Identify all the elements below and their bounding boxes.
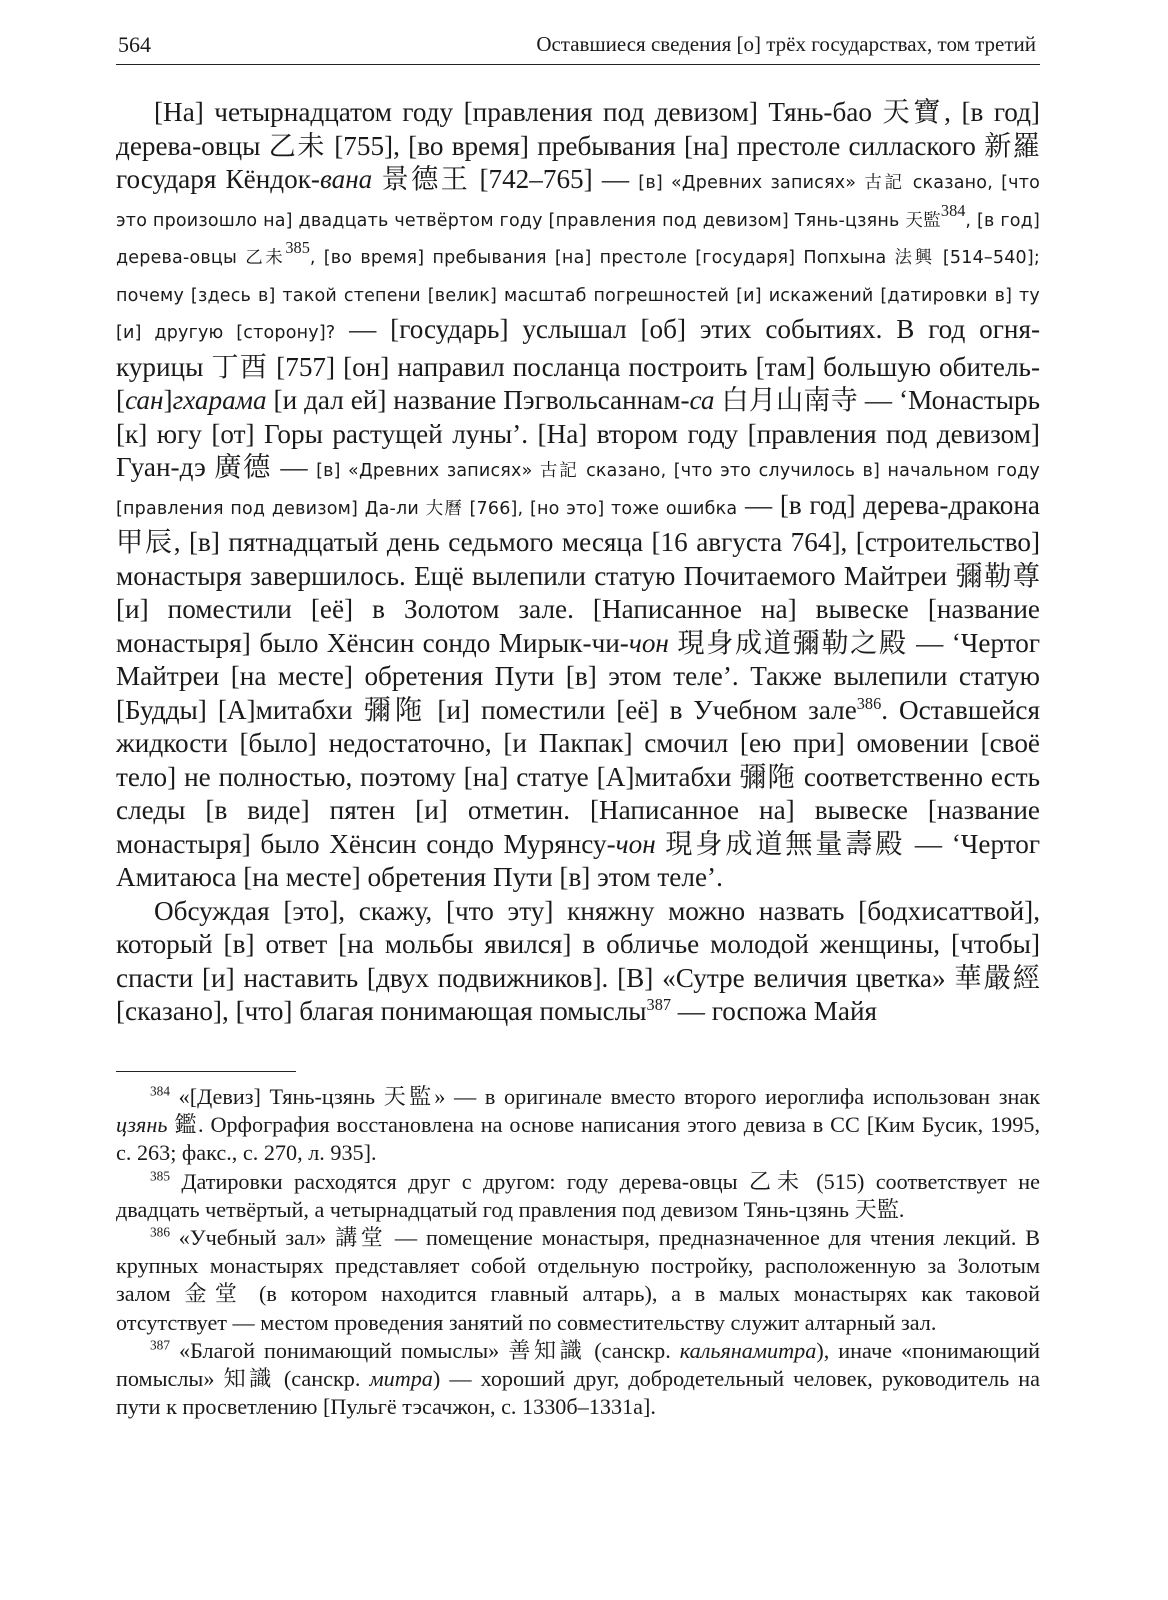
italic-term: гхарама — [172, 385, 267, 415]
text-span: 現身成道彌勒之殿 — ‘Чертог Майтреи [на месте] обретения Пути [в] этом теле’. Также вылепили статую [Будды] [А]митабхи 彌陁 [и] поместили [её] в Учебном зале — [116, 627, 1040, 725]
text-span: [На] четырнадцатом году [правления под девизом] Тянь-бао 天寶, [в год] дерева-овцы 乙未 [755], [во время] пребывания [на] престоле силлаского 新羅 государя Кёндок- — [116, 97, 1040, 194]
footnote-387 — [116, 1337, 1040, 1422]
footnote-number: 387 — [150, 1337, 170, 1353]
text-span: 白月山南寺 — ‘Монастырь [к] югу [от] Горы растущей луны’. [На] втором году [правления под девизом] Гуан-дэ 廣德 — — [116, 385, 1040, 482]
page-header — [116, 28, 1040, 65]
text-span: — госпожа Майя — [671, 996, 878, 1026]
text-span: [и дал ей] название Пэгвольсаннам- — [266, 385, 690, 415]
inline-note: [в] «Древних записях» 古記 сказано, [что это случилось в] начальном году [правления под девизом] Да-ли 大曆 [766], [но это] тоже ошибка — [116, 461, 1040, 519]
footnote-386 — [116, 1224, 1040, 1337]
footnote-number: 384 — [150, 1083, 170, 1099]
paragraph-1 — [116, 96, 1040, 895]
footnote-number: 386 — [150, 1224, 170, 1240]
italic-term: сан — [125, 385, 164, 415]
page-number: 564 — [118, 32, 151, 57]
italic-term: вана — [319, 164, 373, 194]
footnote-text: «Учебный зал» 講堂 — помещение монастыря, предназначенное для чтения лекций. В крупных монастырях представляет собой отдельную постройку, расположенную за Золотым залом 金堂 (в котором находится главный алтарь), а в малых монастырях как таковой отсутствует — местом проведения занятий по совместительству служит алтарный зал. — [116, 1225, 1040, 1335]
text-span: — [государь] услышал [об] этих событиях. В год огня-курицы 丁酉 [757] [он] направил посланца построить [там] большую обитель-[ — [116, 314, 1041, 415]
text-span: ] — [163, 385, 173, 415]
footnote-text: 鑑. Орфография восстановлена на основе написания этого девиза в СС [Ким Бусик, 1995, с. 263; факс., с. 270, л. 935]. — [116, 1112, 1040, 1166]
footnote-ref-385[interactable]: 385 — [285, 237, 310, 257]
inline-note: , [в год] дерева-овцы 乙未 — [116, 210, 1040, 268]
text-span: Обсуждая [это], скажу, [что эту] княжну можно назвать [бодхисаттвой], который [в] ответ [на мольбы явился] в обличье молодой женщины, [чтобы] спасти [и] наставить [двух подвижников]. [В] «Сутре величия цветка» 華嚴經 [сказано], [что] благая понимающая помыслы — [116, 895, 1040, 1026]
text-span: — [в год] дерева-дракона 甲辰, [в] пятнадцатый день седьмого месяца [16 августа 764], [строительство] монастыря завершилось. Ещё вылепили статую Почитаемого Майтреи 彌勒尊 [и] поместили [её] в Золотом зале. [Написанное на] вывеске [название монастыря] было Хёнсин сондо Мирык-чи- — [116, 489, 1040, 658]
footnote-ref-384[interactable]: 384 — [940, 200, 966, 220]
text-span: . Оставшейся жидкости [было] недостаточно, [и Пакпак] смочил [ею при] омовении [своё тело] не полностью, поэтому [на] статуе [А]митабхи 彌陁 соответственно есть следы [в виде] пятен [и] отметин. [Написанное на] вывеске [название монастыря] было Хёнсин сондо Мурянсу- — [116, 694, 1040, 859]
italic-term: са — [689, 385, 715, 415]
footnote-divider — [116, 1071, 296, 1072]
footnote-384 — [116, 1083, 1040, 1168]
footnote-385 — [116, 1168, 1040, 1224]
italic-term: митра — [369, 1366, 433, 1392]
footnote-text: «[Девиз] Тянь-цзянь 天監» — в оригинале вместо второго иероглифа использован знак — [169, 1084, 1040, 1109]
paragraph-2 — [116, 895, 1040, 1029]
text-span: 景德王 [742–765] — — [372, 164, 639, 194]
footnote-number: 385 — [150, 1168, 170, 1184]
italic-term: цзянь — [116, 1112, 168, 1138]
italic-term: чон — [615, 828, 656, 859]
footnote-text: Датировки расходятся друг с другом: году дерева-овцы 乙未 (515) соответствует не двадцать четвёртый, а четырнадцатый год правления под девизом Тянь-цзянь 天監. — [116, 1168, 1040, 1222]
italic-term: чон — [628, 627, 669, 658]
footnote-ref-387[interactable]: 387 — [646, 994, 671, 1014]
footnote-text: ) — хороший друг, добродетельный человек, руководитель на пути к просветлению [Пульгё тэсачжон, с. 1330б–1331а]. — [116, 1366, 1040, 1420]
text-span: 現身成道無量壽殿 — ‘Чертог Амитаюса [на месте] обретения Пути [в] этом теле’. — [116, 828, 1040, 892]
footnotes — [116, 1083, 1040, 1421]
footnote-text: ), иначе «понимающий помыслы» 知識 (санскр. — [116, 1337, 1040, 1392]
italic-term: кальянамитра — [679, 1337, 817, 1363]
footnote-text: «Благой понимающий помыслы» 善知識 (санскр. — [169, 1337, 680, 1363]
main-text — [116, 96, 1040, 1029]
inline-note: [в] «Древних записях» 古記 сказано, [что это произошло на] двадцать четвёртом году [правления под девизом] Тянь-цзянь 天監 — [116, 173, 1041, 231]
footnote-ref-386[interactable]: 386 — [856, 693, 882, 713]
running-title: Оставшиеся сведения [о] трёх государствах, том третий — [536, 32, 1036, 56]
inline-note: , [во время] пребывания [на] престоле [государя] Попхына 法興 [514–540]; почему [здесь в] такой степени [велик] масштаб погрешностей [и] искажений [датировки в] ту [и] другую [сторону]? — [116, 248, 1040, 343]
